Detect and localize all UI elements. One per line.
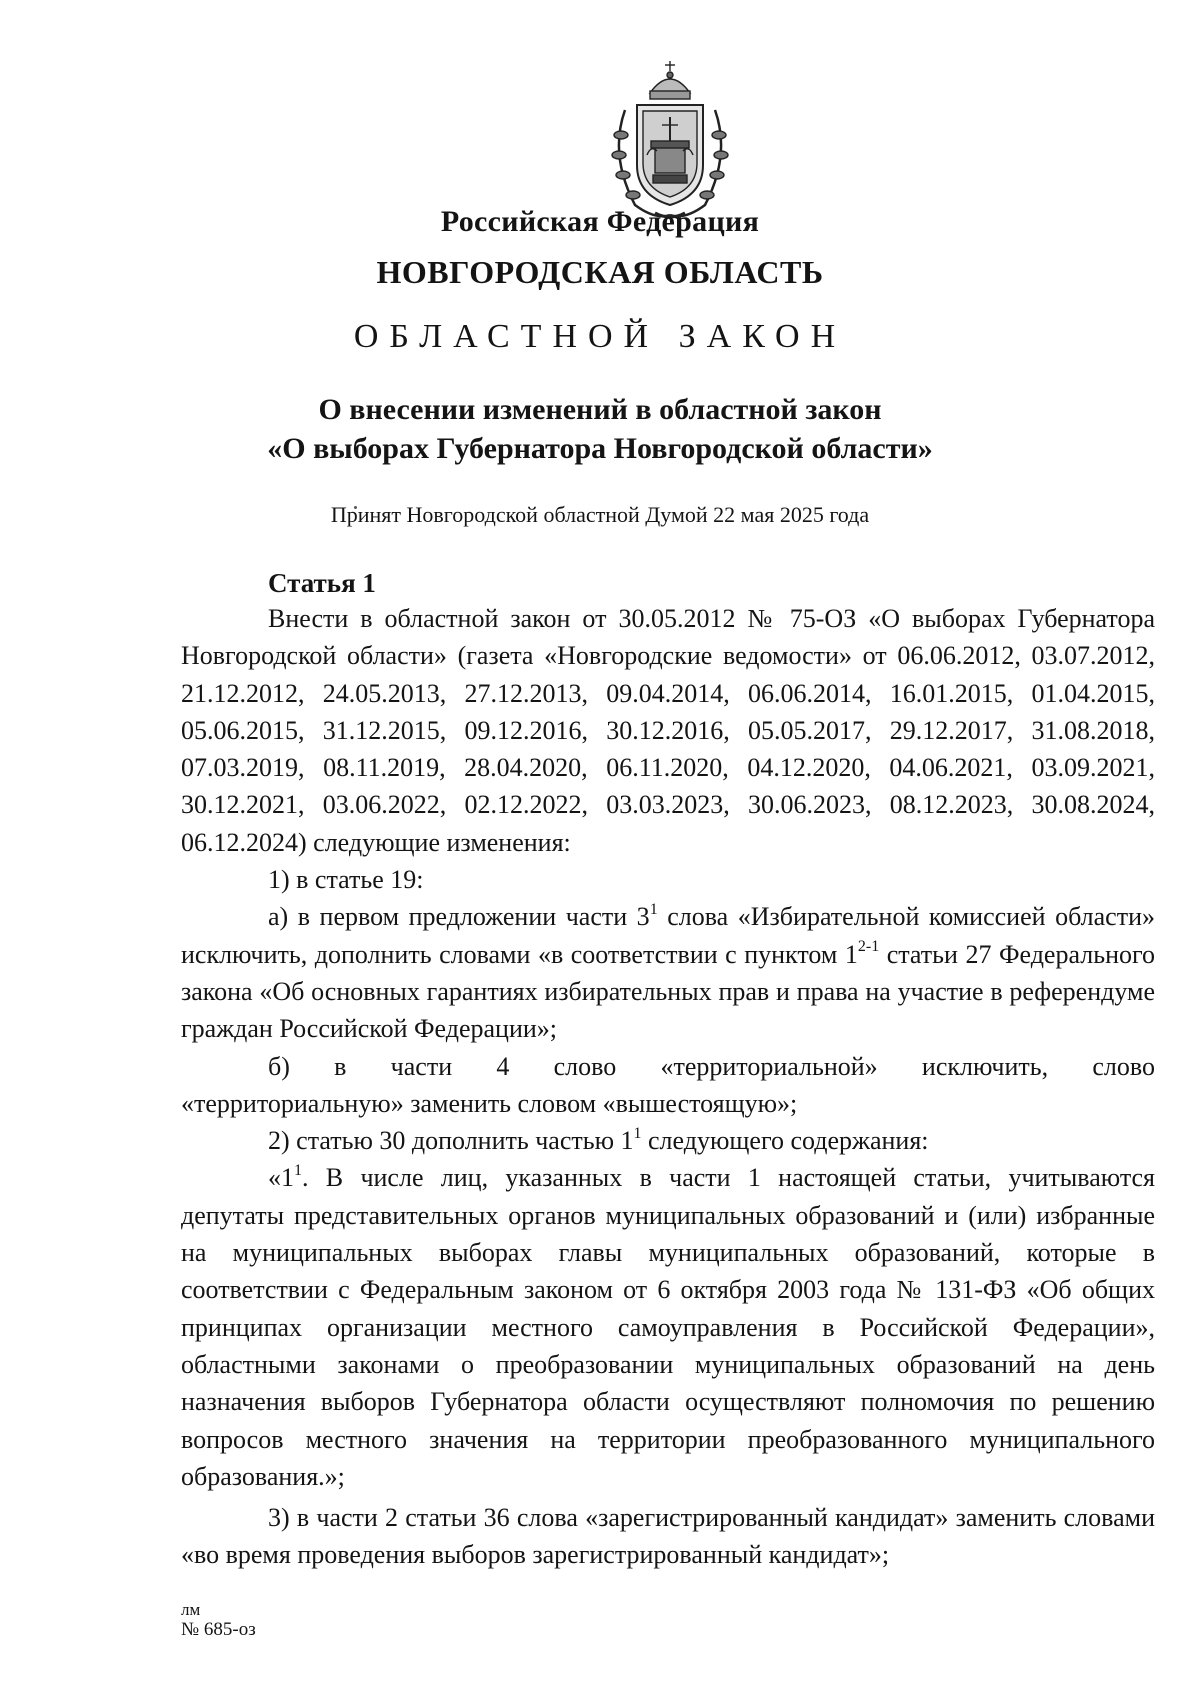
item-2-quoted-part <box>181 1159 1155 1495</box>
item-1a-text-3: статьи 27 Федерального закона «Об основных гарантиях избирательных прав и права на участие в референдуме граждан Российской Федерации»; <box>181 939 1156 1044</box>
quote-text-2: . В числе лиц, указанных в части 1 настоящей статьи, учитываются депутаты представительных органов муниципальных образований и (или) избранные на муниципальных выборах главы муниципальных образований, которые в соответствии с Федеральным законом от 6 октября 2003 года № 131-ФЗ «Об общих принципах организации местного самоуправления в Российской Федерации», областными законами о преобразовании муниципальных образований на день назначения выборов Губернатора области осуществляют полномочия по решению вопросов местного значения на территории преобразованного муниципального образования.»; <box>181 1163 1155 1491</box>
item-1: 1) в статье 19: <box>268 865 424 895</box>
law-title-line-2: «О выборах Губернатора Новгородской области» <box>267 432 933 465</box>
executor-initials: лм <box>181 1600 201 1619</box>
item-1a-superscript-2: 2-1 <box>857 938 880 956</box>
item-1b-line-1: б) в части 4 слово «территориальной» исключить, слово <box>268 1051 1155 1081</box>
item-1a-text-2: слова «Избирательной комиссией области» исключить, дополнить словами «в соответствии с пунктом 1 <box>181 902 1155 969</box>
item-1a-text-1: а) в первом предложении части 3 <box>268 902 650 932</box>
quote-superscript: 1 <box>294 1161 302 1179</box>
document-type: ОБЛАСТНОЙ ЗАКОН <box>353 318 847 355</box>
item-1b-line-2: «территориальную» заменить словом «вышестоящую»; <box>181 1088 798 1118</box>
article-heading: Статья 1 <box>268 568 376 598</box>
item-1a <box>181 898 1155 1047</box>
item-2 <box>181 1122 1155 1159</box>
article-intro-paragraph: Внести в областной закон от 30.05.2012 № 75-ОЗ «О выборах Губернатора Новгородской области» (газета «Новгородские ведомости» от 06.06.2012, 03.07.2012, 21.12.2012, 24.05.2013, 27.12.2013, 09.04.2014, 06.06.2014, 16.01.2015, 01.04.2015, 05.06.2015, 31.12.2015, 09.12.2016, 30.12.2016, 05.05.2017, 29.12.2017, 31.08.2018, 07.03.2019, 08.11.2019, 28.04.2020, 06.11.2020, 04.12.2020, 04.06.2021, 03.09.2021, 30.12.2021, 03.06.2022, 02.12.2022, 03.03.2023, 30.06.2023, 08.12.2023, 30.08.2024, 06.12.2024) следующие изменения: <box>181 604 1155 857</box>
law-title-line-1: О внесении изменений в областной закон <box>318 393 882 426</box>
article-body <box>181 600 1155 1574</box>
region-heading: НОВГОРОДСКАЯ ОБЛАСТЬ <box>376 254 824 290</box>
item-1a-superscript-1: 1 <box>649 900 658 918</box>
novgorod-coat-of-arms-icon <box>595 55 745 223</box>
item-2-text-2: следующего содержания: <box>641 1126 929 1156</box>
adoption-line: Принят Новгородской областной Думой 22 мая 2025 года <box>330 502 870 527</box>
item-2-superscript: 1 <box>633 1124 642 1142</box>
footer <box>181 1600 256 1640</box>
item-2-text-1: 2) статью 30 дополнить частью 1 <box>268 1126 634 1156</box>
quote-text-1: «1 <box>268 1163 294 1193</box>
law-title <box>0 390 1200 468</box>
federation-heading: Российская Федерация <box>440 205 760 238</box>
law-number: № 685-оз <box>181 1619 256 1640</box>
item-3: 3) в части 2 статьи 36 слова «зарегистрированный кандидат» заменить словами «во время проведения выборов зарегистрированный кандидат»; <box>181 1503 1155 1570</box>
